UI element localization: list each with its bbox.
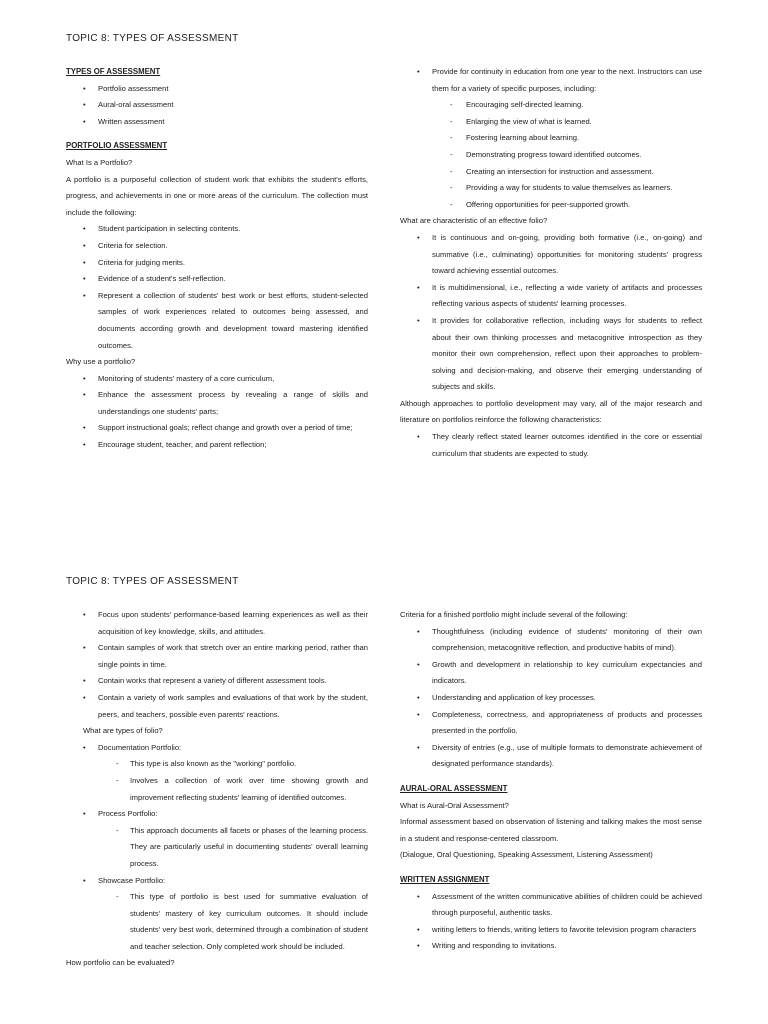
- list-item: • Documentation Portfolio:: [66, 740, 368, 757]
- list-item: • Monitoring of students' mastery of a core curriculum,: [66, 371, 368, 388]
- sub-list-item: - Involves a collection of work over time showing growth and improvement reflecting students' learning of identified outcomes.: [66, 773, 368, 806]
- list-item: • Portfolio assessment: [66, 81, 368, 98]
- portfolio-features-list: [66, 607, 368, 723]
- list-item: • Criteria for judging merits.: [66, 255, 368, 272]
- list-item: • Encourage student, teacher, and parent reflection;: [66, 437, 368, 454]
- sub-list-item: - This approach documents all facets or phases of the learning process. They are particularly useful in documenting students' overall learning process.: [66, 823, 368, 873]
- showcase-list: [66, 873, 368, 890]
- question-effective-folio: What are characteristic of an effective folio?: [400, 216, 548, 226]
- right-column: [400, 607, 702, 955]
- list-item: • Growth and development in relationship to key curriculum expectancies and indicators.: [400, 657, 702, 690]
- sub-list-item: - Fostering learning about learning.: [400, 130, 702, 147]
- characteristics-list: [400, 429, 702, 462]
- showcase-sub-list: [66, 889, 368, 955]
- sub-list-item: - Providing a way for students to value themselves as learners.: [400, 180, 702, 197]
- list-item: • Represent a collection of students' best work or best efforts, student-selected samples of work experiences related to outcomes being assessed, and documents according growth and development toward mastering identified outcomes.: [66, 288, 368, 354]
- aural-oral-methods: (Dialogue, Oral Questioning, Speaking Assessment, Listening Assessment): [400, 850, 653, 860]
- sub-list-item: - Creating an intersection for instruction and assessment.: [400, 164, 702, 181]
- list-item: • Support instructional goals; reflect change and growth over a period of time;: [66, 420, 368, 437]
- question-what-is-portfolio: What Is a Portfolio?: [66, 157, 133, 167]
- continuity-list: [400, 64, 702, 97]
- list-item: • Written assessment: [66, 114, 368, 131]
- sub-list-item: - This type of portfolio is best used for summative evaluation of students' mastery of key curriculum outcomes. It should include students' very best work, determined through a combination of student and teacher selection. Only completed work should be included.: [66, 889, 368, 955]
- aural-oral-definition: Informal assessment based on observation of listening and talking makes the most sense in a student and response-centered classroom.: [400, 817, 702, 843]
- sub-list-item: - This type is also known as the "working" portfolio.: [66, 756, 368, 773]
- folio-types-list: [66, 740, 368, 757]
- question-aural-oral: What is Aural-Oral Assessment?: [400, 800, 509, 810]
- criteria-list: [400, 624, 702, 773]
- sub-list-item: - Demonstrating progress toward identified outcomes.: [400, 147, 702, 164]
- list-item: • Aural-oral assessment: [66, 97, 368, 114]
- types-list: [66, 81, 368, 131]
- section-heading-aural-oral: AURAL-ORAL ASSESSMENT: [400, 783, 508, 793]
- list-item: • Process Portfolio:: [66, 806, 368, 823]
- list-item: • It is multidimensional, i.e., reflecting a wide variety of artifacts and processes reflecting various aspects of students' learning processes.: [400, 280, 702, 313]
- effective-list: [400, 230, 702, 396]
- list-item: • It is continuous and on-going, providing both formative (i.e., on-going) and summative (i.e., culminating) opportunities for monitoring students' progress toward achieving essential outcomes.: [400, 230, 702, 280]
- process-sub-list: [66, 823, 368, 873]
- section-heading-portfolio: PORTFOLIO ASSESSMENT: [66, 141, 168, 151]
- list-item: • Contain a variety of work samples and evaluations of that work by the student, peers, and teachers, possible even parents' reactions.: [66, 690, 368, 723]
- list-item: • It provides for collaborative reflection, including ways for students to reflect about their own thinking processes and metacognitive introspection as they monitor their own comprehension, reflect upon their approaches to problem-solving and decision-making, and observe their emerging understanding of subjects and skills.: [400, 313, 702, 396]
- list-item: • Assessment of the written communicative abilities of children could be achieved through purposeful, authentic tasks.: [400, 889, 702, 922]
- question-why-use: Why use a portfolio?: [66, 357, 136, 367]
- question-how-evaluated: How portfolio can be evaluated?: [66, 958, 175, 968]
- list-item: • Enhance the assessment process by revealing a range of skills and understandings one students' parts;: [66, 387, 368, 420]
- page-title: TOPIC 8: TYPES OF ASSESSMENT: [66, 33, 239, 44]
- process-list: [66, 806, 368, 823]
- list-item: • Completeness, correctness, and appropriateness of products and processes presented in the portfolio.: [400, 707, 702, 740]
- list-item: • Evidence of a student's self-reflection.: [66, 271, 368, 288]
- list-item: • Thoughtfulness (including evidence of students' monitoring of their own comprehension, metacognitive reflection, and productive habits of mind).: [400, 624, 702, 657]
- list-item: • Criteria for selection.: [66, 238, 368, 255]
- why-list: [66, 371, 368, 454]
- list-item: • Student participation in selecting contents.: [66, 221, 368, 238]
- list-item: • Focus upon students' performance-based learning experiences as well as their acquisition of key knowledge, skills, and attitudes.: [66, 607, 368, 640]
- written-list: [400, 889, 702, 955]
- sub-list-item: - Offering opportunities for peer-supported growth.: [400, 197, 702, 214]
- list-item: • They clearly reflect stated learner outcomes identified in the core or essential curriculum that students are expected to study.: [400, 429, 702, 462]
- list-item: • Diversity of entries (e.g., use of multiple formats to demonstrate achievement of designated performance standards).: [400, 740, 702, 773]
- sub-list-item: - Enlarging the view of what is learned.: [400, 114, 702, 131]
- list-item: • Understanding and application of key processes.: [400, 690, 702, 707]
- purposes-list: [400, 97, 702, 213]
- list-item: • writing letters to friends, writing letters to favorite television program characters: [400, 922, 702, 939]
- right-column: [400, 64, 702, 462]
- include-list: [66, 221, 368, 354]
- sub-list-item: - Encouraging self-directed learning.: [400, 97, 702, 114]
- portfolio-definition: A portfolio is a purposeful collection of student work that exhibits the student's efforts, progress, and achievements in one or more areas of the curriculum. The collection must include the following:: [66, 174, 368, 217]
- list-item: • Contain works that represent a variety of different assessment tools.: [66, 673, 368, 690]
- document-page-2: [0, 542, 768, 1024]
- criteria-intro: Criteria for a finished portfolio might include several of the following:: [400, 610, 628, 619]
- left-column: [66, 607, 368, 972]
- list-item: • Showcase Portfolio:: [66, 873, 368, 890]
- list-item: • Contain samples of work that stretch over an entire marking period, rather than single points in time.: [66, 640, 368, 673]
- list-item: • Writing and responding to invitations.: [400, 938, 702, 955]
- section-heading-types: TYPES OF ASSESSMENT: [66, 67, 161, 76]
- although-paragraph: Although approaches to portfolio development may vary, all of the major research and literature on portfolios reinforce the following characteristics:: [400, 398, 702, 425]
- question-types-of-folio: What are types of folio?: [83, 726, 163, 736]
- left-column: [66, 64, 368, 454]
- page-title: TOPIC 8: TYPES OF ASSESSMENT: [66, 576, 239, 587]
- documentation-sub-list: [66, 756, 368, 806]
- section-heading-written: WRITTEN ASSIGNMENT: [400, 874, 490, 884]
- list-item: • Provide for continuity in education from one year to the next. Instructors can use them for a variety of specific purposes, including:: [400, 64, 702, 97]
